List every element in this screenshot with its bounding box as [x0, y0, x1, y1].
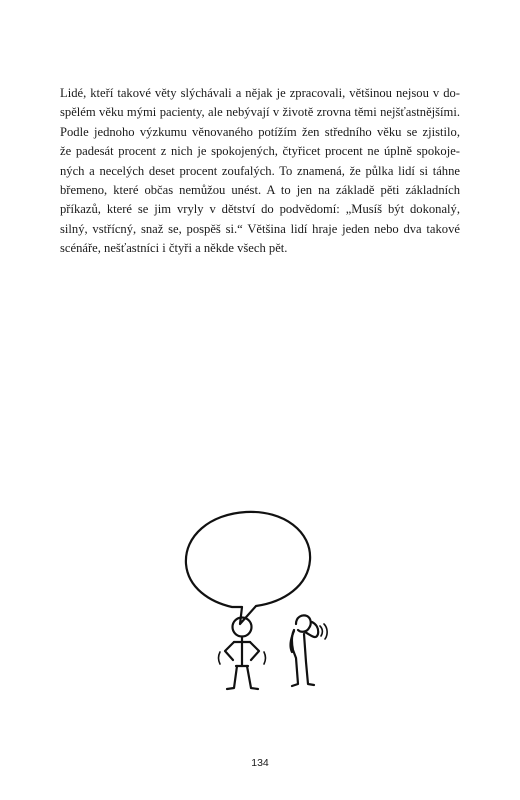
- paragraph-line: spělém věku mými pacienty, ale nebývají v životě zrovna těmi nejšťastnějšími.: [60, 105, 460, 120]
- body-paragraph: [60, 84, 460, 259]
- standing-figure-left: [219, 618, 266, 690]
- paragraph-line: scénáře, nešťastníci i čtyři a někde všech pět.: [60, 241, 288, 256]
- standing-figure-right: [291, 615, 328, 686]
- paragraph-line: břemeno, které občas nemůžou unést. A to jen na základě pěti základních: [60, 182, 460, 197]
- page-number: 134: [251, 757, 269, 769]
- paragraph-line: silný, vstřícný, snaž se, pospěš si.“ Většina lidí hraje jeden nebo dva takové: [60, 221, 460, 236]
- paragraph-line: Podle jednoho výzkumu věnovaného potížím žen středního věku se zjistilo,: [60, 124, 460, 139]
- paragraph-line: ných a necelých deset procent zoufalých. To znamená, že půlka lidí si táhne: [60, 163, 460, 178]
- paragraph-line: Lidé, kteří takové věty slýchávali a nějak je zpracovali, většinou nejsou v do-: [60, 86, 460, 100]
- two-figures-illustration: [170, 500, 350, 700]
- paragraph-line: příkazů, které se jim vryly v dětství do podvědomí: „Musíš být dokonalý,: [60, 202, 460, 217]
- speech-bubble: [186, 512, 310, 624]
- paragraph-line: že padesát procent z nich je spokojených, čtyřicet procent ne úplně spokoje-: [60, 144, 460, 159]
